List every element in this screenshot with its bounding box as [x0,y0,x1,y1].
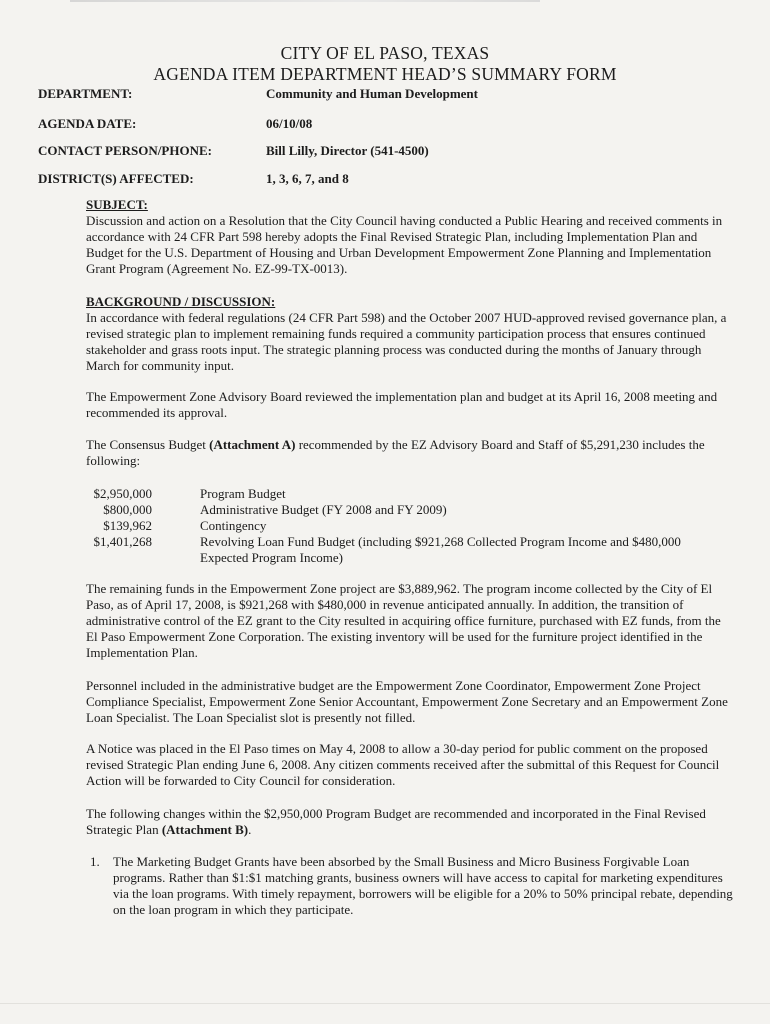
attachment-a-ref: (Attachment A) [209,437,296,452]
background-paragraph-5: Personnel included in the administrative budget are the Empowerment Zone Coordinator, Empowerment Zone Project Compliance Specialist, Empowerment Zone Senior Accountant, Empowerment Zone Secretary and an Empowerment Zone Loan Specialist. The Loan Specialist slot is presently not filled. [86,678,728,725]
document-title-city: CITY OF EL PASO, TEXAS [280,43,490,63]
background-paragraph-6: A Notice was placed in the El Paso times on May 4, 2008 to allow a 30-day period for public comment on the proposed revised Strategic Plan ending June 6, 2008. Any citizen comments received after the submittal of this Request for Council Action will be forwarded to City Council for consideration. [86,741,720,788]
agenda-date-value: 06/10/08 [266,116,313,131]
background-paragraph-7 [86,806,734,838]
subject-text: Discussion and action on a Resolution that the City Council having conducted a Public Hearing and received comments in accordance with 24 CFR Part 598 hereby adopts the Final Revised Strategic Plan, including Implementation Plan and Budget for the U.S. Department of Housing and Urban Development Empowerment Zone Planning and Implementation Grant Program (Agreement No. EZ-99-TX-0013). [86,213,723,276]
subject-section [86,197,734,277]
agenda-date-label: AGENDA DATE: [38,116,137,131]
contact-value: Bill Lilly, Director (541-4500) [266,143,429,158]
scan-artifact-line [70,0,540,2]
contact-label: CONTACT PERSON/PHONE: [38,143,212,158]
para3-text-end: recommended by the EZ Advisory Board and Staff of $5,291,230 includes the following: [86,437,705,468]
list-item-text: The Marketing Budget Grants have been absorbed by the Small Business and Micro Business Forgivable Loan programs. Rather than $1:$1 matching grants, business owners will have access to capital for marketing expenditures via the loan programs. With timely repayment, borrowers will be eligible for a 20% to 50% principal rebate, depending on the loan program in which they participate. [113,854,733,917]
background-paragraph-2: The Empowerment Zone Advisory Board reviewed the implementation plan and budget at its April 16, 2008 meeting and recommended its approval. [86,389,718,420]
background-heading: BACKGROUND / DISCUSSION: [86,294,276,309]
budget-amount: $139,962 [103,518,152,533]
background-paragraph-3 [86,437,734,469]
budget-amount: $2,950,000 [93,486,152,501]
background-section [86,294,734,374]
para3-text-start: The Consensus Budget [86,437,210,452]
subject-heading: SUBJECT: [86,197,148,212]
attachment-b-ref: (Attachment B) [161,822,249,837]
para7-text-end: . [248,822,252,837]
department-value: Community and Human Development [266,86,478,101]
budget-description: Revolving Loan Fund Budget (including $921,268 Collected Program Income and $480,000 Expected Program Income) [200,534,681,565]
district-value: 1, 3, 6, 7, and 8 [266,171,349,186]
para7-text-start: The following changes within the $2,950,000 Program Budget are recommended and incorporated in the Final Revised Strategic Plan [86,806,706,837]
page-bottom-edge [0,1003,770,1004]
budget-description: Program Budget [200,486,286,501]
budget-amount: $1,401,268 [93,534,152,549]
department-label: DEPARTMENT: [38,86,133,101]
document-title-form: AGENDA ITEM DEPARTMENT HEAD’S SUMMARY FORM [153,64,617,84]
district-label: DISTRICT(S) AFFECTED: [38,171,194,186]
background-paragraph-1: In accordance with federal regulations (24 CFR Part 598) and the October 2007 HUD-approved revised governance plan, a revised strategic plan to implement remaining funds required a community participation process that ensures continued stakeholder and grass roots input. The strategic planning process was conducted during the months of January through March for community input. [86,310,727,373]
budget-description: Contingency [200,518,267,533]
budget-amount: $800,000 [103,502,152,517]
background-paragraph-4: The remaining funds in the Empowerment Zone project are $3,889,962. The program income collected by the City of El Paso, as of April 17, 2008, is $921,268 with $480,000 in revenue anticipated annually. In addition, the transition of administrative control of the EZ grant to the City resulted in acquiring office furniture, purchased with EZ funds, from the El Paso Empowerment Zone Corporation. The existing inventory will be used for the furniture project identified in the Implementation Plan. [86,581,721,660]
list-item-number: 1. [90,854,100,869]
budget-description: Administrative Budget (FY 2008 and FY 2009) [200,502,447,517]
